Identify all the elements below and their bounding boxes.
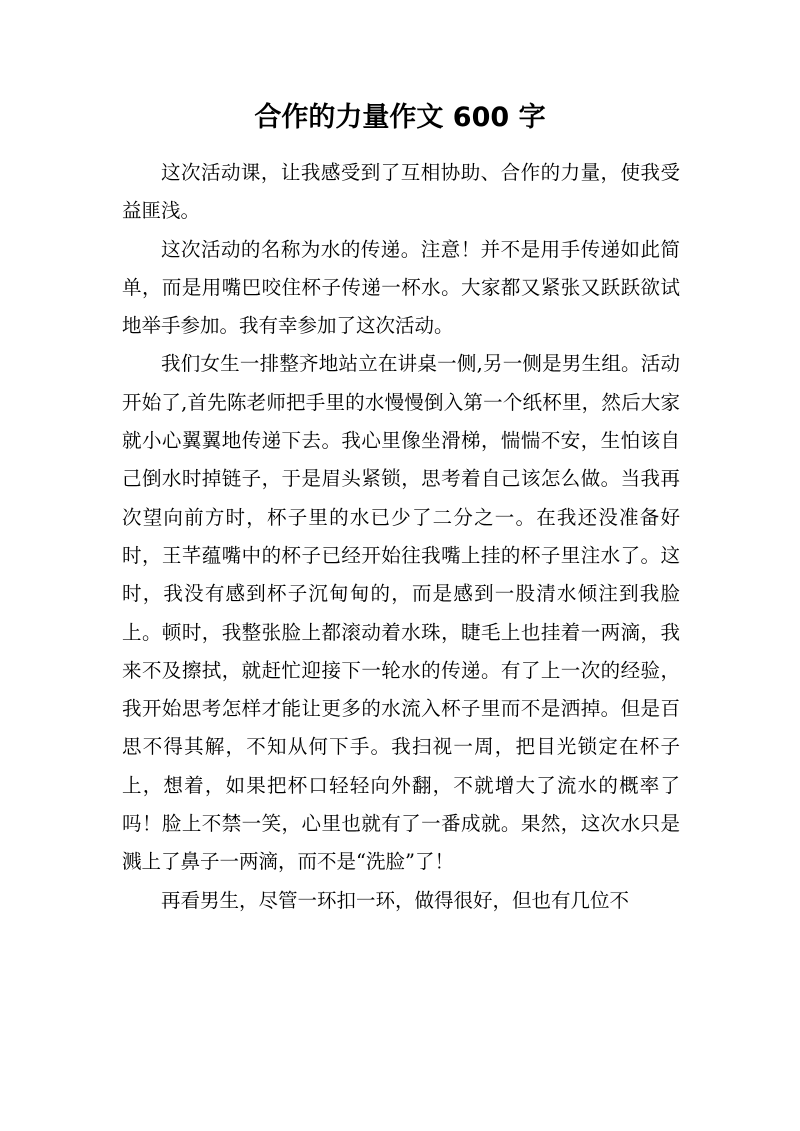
paragraph-4: 再看男生，尽管一环扣一环，做得很好，但也有几位不 xyxy=(161,888,630,912)
paragraph-2: 这次活动的名称为水的传递。注意！并不是用手传递如此简单，而是用嘴巴咬住杯子传递一杯水。大家都又紧张又跃跃欲试地举手参加。我有幸参加了这次活动。 xyxy=(122,237,680,338)
document-title: 合作的力量作文 600 字 xyxy=(254,102,546,133)
paragraph-1: 这次活动课，让我感受到了互相协助、合作的力量，使我受益匪浅。 xyxy=(122,161,680,223)
paragraph-3: 我们女生一排整齐地站立在讲桌一侧,另一侧是男生组。活动开始了,首先陈老师把手里的水慢慢倒入第一个纸杯里，然后大家就小心翼翼地传递下去。我心里像坐滑梯，惴惴不安，生怕该自己倒水时掉链子，于是眉头紧锁，思考着自己该怎么做。当我再次望向前方时，杯子里的水已少了二分之一。在我还没准备好时，王芊蕴嘴中的杯子已经开始往我嘴上挂的杯子里注水了。这时，我没有感到杯子沉甸甸的，而是感到一股清水倾注到我脸上。顿时，我整张脸上都滚动着水珠，睫毛上也挂着一两滴，我来不及擦拭，就赶忙迎接下一轮水的传递。有了上一次的经验，我开始思考怎样才能让更多的水流入杯子里而不是洒掉。但是百思不得其解，不知从何下手。我扫视一周，把目光锁定在杯子上，想着，如果把杯口轻轻向外翻，不就增大了流水的概率了吗！脸上不禁一笑，心里也就有了一番成就。果然，这次水只是溅上了鼻子一两滴，而不是“洗脸”了！ xyxy=(122,352,680,874)
document-body xyxy=(122,154,680,920)
